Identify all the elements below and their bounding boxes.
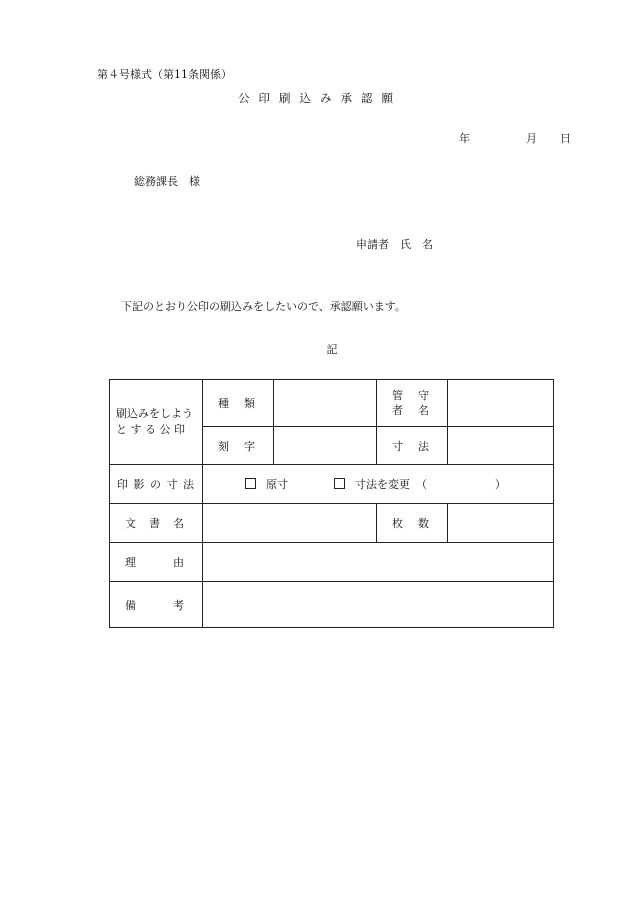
size-value[interactable] xyxy=(448,427,554,465)
application-table xyxy=(109,379,554,628)
engraving-label: 刻 字 xyxy=(203,427,274,465)
copies-label: 枚 数 xyxy=(377,504,448,543)
change-size-label: 寸法を変更 xyxy=(355,478,410,491)
seal-group-label xyxy=(110,380,203,465)
original-size-label: 原寸 xyxy=(266,478,288,491)
kind-label: 種 類 xyxy=(203,380,274,427)
request-statement: 下記のとおり公印の刷込みをしたいので、承認願います。 xyxy=(121,300,406,313)
document-title: 公印刷込み承認願 xyxy=(238,91,402,105)
document-name-label: 文 書 名 xyxy=(110,504,203,543)
seal-group-line2: と す る 公 印 xyxy=(116,423,185,436)
seal-group-line1: 刷込みをしよう xyxy=(116,407,193,420)
change-size-checkbox[interactable] xyxy=(334,478,345,489)
table-row xyxy=(110,582,554,628)
reason-label: 理 由 xyxy=(110,543,203,582)
imprint-size-options xyxy=(203,465,554,504)
paren-close: ） xyxy=(495,478,506,491)
remarks-value[interactable] xyxy=(203,582,554,628)
table-row xyxy=(110,465,554,504)
document-name-value[interactable] xyxy=(203,504,377,543)
ki-heading: 記 xyxy=(326,343,338,356)
form-number: 第４号様式（第11条関係） xyxy=(97,68,232,81)
addressee: 総務課長 様 xyxy=(134,175,200,188)
size-label: 寸 法 xyxy=(377,427,448,465)
copies-value[interactable] xyxy=(448,504,554,543)
table-row xyxy=(110,504,554,543)
custodian-label: 管 守 者 名 xyxy=(377,380,448,427)
table-row xyxy=(110,543,554,582)
engraving-value[interactable] xyxy=(274,427,377,465)
remarks-label: 備 考 xyxy=(110,582,203,628)
date-year: 年 xyxy=(459,132,470,145)
kind-value[interactable] xyxy=(274,380,377,427)
table-row xyxy=(110,380,554,427)
applicant-name-label: 申請者 氏 名 xyxy=(356,238,433,251)
custodian-value[interactable] xyxy=(448,380,554,427)
date-month: 月 xyxy=(526,132,537,145)
reason-value[interactable] xyxy=(203,543,554,582)
date-line xyxy=(459,130,571,146)
original-size-checkbox[interactable] xyxy=(245,478,256,489)
paren-open: （ xyxy=(416,478,427,491)
imprint-size-label: 印 影 の 寸 法 xyxy=(110,465,203,504)
date-day: 日 xyxy=(560,132,571,145)
